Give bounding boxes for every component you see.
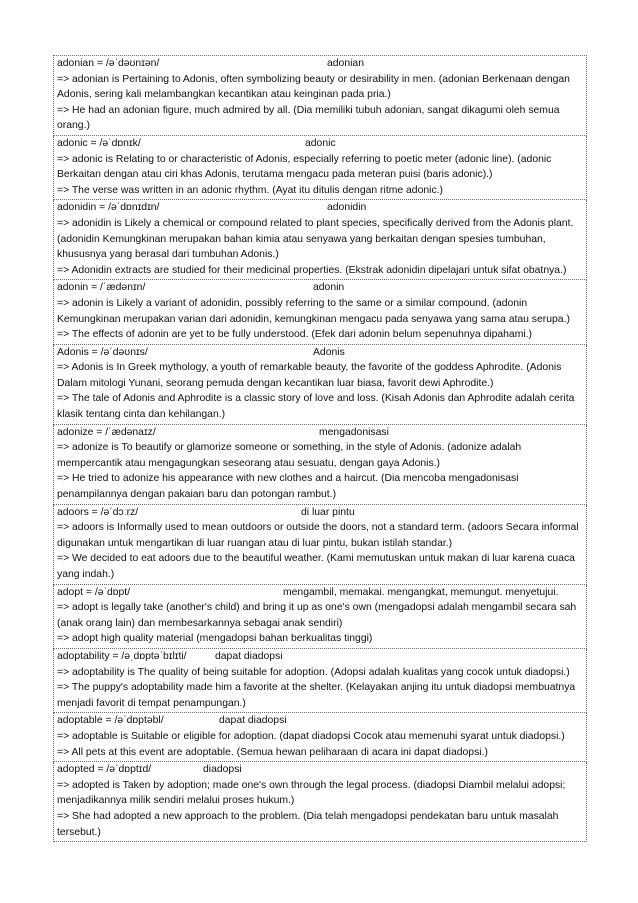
entry-pronunciation: adoptable = /əˈdɒptəbl/ [57,715,164,727]
entry-pronunciation: adonian = /əˈdəʊnɪən/ [57,58,160,69]
entry-definition: => adonic is Relating to or characteristic of Adonis, especially referring to poetic meter (adonic line). (adonic Berkaitan dengan atau ciri khas Adonis, terutama mengacu pada meteran puisi (baris adonic).) [57,153,552,181]
entry-translation: mengambil, memakai. mengangkat, memungut. menyetujui. [283,586,559,598]
entry-pronunciation: adonin = /ˈædənɪn/ [57,282,146,294]
dictionary-entry [53,762,587,842]
entry-pronunciation: Adonis = /əˈdəʊnɪs/ [57,346,148,358]
entry-pronunciation: adonize = /ˈædənaɪz/ [57,426,156,438]
dictionary-entry [53,280,587,344]
dictionary-entry [53,425,587,505]
entry-headline [57,425,584,441]
dictionary-entry [53,55,587,136]
entry-example: => Adonidin extracts are studied for their medicinal properties. (Ekstrak adonidin dipelajari untuk sifat obatnya.) [57,264,567,276]
entry-headline [57,345,584,361]
entry-example: => The tale of Adonis and Aphrodite is a classic story of love and loss. (Kisah Adonis dan Aphrodite adalah cerita klasik tentang cinta dan kehilangan.) [57,393,575,421]
entry-headline [57,585,584,601]
dictionary-entry [53,200,587,280]
entry-example: => The effects of adonin are yet to be fully understood. (Efek dari adonin belum sepenuhnya dipahami.) [57,329,533,341]
entry-definition: => adoptability is The quality of being suitable for adoption. (Adopsi adalah kualitas yang cocok untuk diadopsi.) [57,666,570,678]
entry-definition: => adonize is To beautify or glamorize someone or something, in the style of Adonis. (adonize adalah mempercantik atau mengagungkan seseorang atau sesuatu, dengan gaya Adonis.) [57,442,522,469]
entry-pronunciation: adonic = /əˈdɒnɪk/ [57,137,141,149]
entry-headline [57,56,584,72]
dictionary-entry [53,713,587,762]
entry-headline [57,762,584,778]
dictionary-page [53,55,587,842]
entry-pronunciation: adopted = /əˈdɒptɪd/ [57,764,152,776]
entry-example: => adopt high quality material (mengadopsi bahan berkualitas tinggi) [57,633,373,645]
dictionary-entry [53,649,587,713]
entry-example: => All pets at this event are adoptable. (Semua hewan peliharaan di acara ini dapat diadopsi.) [57,746,488,758]
entry-translation: adonian [327,58,364,69]
entry-translation: adonic [305,137,336,149]
entry-pronunciation: adoors = /əˈdɔːrz/ [57,506,139,518]
entry-headline [57,280,584,296]
entry-headline [57,505,584,521]
entry-example: => She had adopted a new approach to the problem. (Dia telah mengadopsi pendekatan baru untuk masalah tersebut.) [57,810,559,838]
dictionary-entry [53,136,587,200]
dictionary-entry [53,585,587,649]
entry-translation: dapat diadopsi [219,715,287,727]
entry-translation: mengadonisasi [319,426,389,438]
entry-example: => He had an adonian figure, much admired by all. (Dia memiliki tubuh adonian, sangat dikagumi oleh semua orang.) [57,104,560,132]
entry-headline [57,200,584,216]
entry-definition: => adopted is Taken by adoption; made one's own through the legal process. (diadopsi Diambil melalui adopsi; menjadikannya milik sendiri melalui proses hukum.) [57,779,566,807]
entry-definition: => adonidin is Likely a chemical or compound related to plant species, specifically derived from the Adonis plant. (adonidin Kemungkinan merupakan bahan kimia atau senyawa yang berkaitan dengan spesies tumbuhan, khususnya yang berasal dari tumbuhan Adonis.) [57,217,574,261]
entry-definition: => adonin is Likely a variant of adonidin, possibly referring to the same or a similar compound. (adonin Kemungkinan merupakan varian dari adonidin, kemungkinan mengacu pada senyawa yang sama atau serupa.) [57,297,570,325]
entry-example: => The puppy's adoptability made him a favorite at the shelter. (Kelayakan anjing itu untuk diadopsi membuatnya menjadi favorit di tempat penampungan.) [57,682,576,709]
entry-translation: diadopsi [203,764,242,776]
entry-translation: di luar pintu [301,506,355,518]
entry-translation: adonidin [327,202,367,214]
entry-example: => He tried to adonize his appearance with new clothes and a haircut. (Dia mencoba mengadonisasi penampilannya dengan pakaian baru dan potongan rambut.) [57,473,519,501]
entry-definition: => Adonis is In Greek mythology, a youth of remarkable beauty, the favorite of the goddess Aphrodite. (Adonis Dalam mitologi Yunani, seorang pemuda dengan kecantikan luar biasa, favorit dewi Aphrodite.) [57,362,562,389]
entry-pronunciation: adonidin = /əˈdɒnɪdɪn/ [57,202,160,214]
entry-headline [57,649,584,665]
entry-definition: => adonian is Pertaining to Adonis, often symbolizing beauty or desirability in men. (adonian Berkenaan dengan Adonis, sering kali melambangkan kecantikan atau keinginan pada pria.) [57,73,570,101]
entry-headline [57,713,584,729]
entry-headline [57,136,584,152]
entry-definition: => adoptable is Suitable or eligible for adoption. (dapat diadopsi Cocok atau memenuhi syarat untuk diadopsi.) [57,730,565,742]
entry-pronunciation: adoptability = /əˌdɒptəˈbɪlɪti/ [57,650,187,662]
entry-translation: Adonis [313,346,345,358]
entry-pronunciation: adopt = /əˈdɒpt/ [57,586,131,598]
entry-definition: => adoors is Informally used to mean outdoors or outside the doors, not a standard term. (adoors Secara informal digunakan untuk mengartikan di luar ruangan atau di luar pintu, bukan istilah standar.) [57,522,579,549]
entry-translation: adonin [313,282,345,294]
entry-example: => The verse was written in an adonic rhythm. (Ayat itu ditulis dengan ritme adonic.) [57,184,443,196]
entry-definition: => adopt is legally take (another's child) and bring it up as one's own (mengadopsi adalah mengambil secara sah (anak orang lain) dan membesarkannya sebagai anak sendiri) [57,602,577,629]
entry-example: => We decided to eat adoors due to the beautiful weather. (Kami memutuskan untuk makan di luar karena cuaca yang indah.) [57,553,575,580]
entry-translation: dapat diadopsi [215,650,283,662]
dictionary-entry [53,505,587,585]
dictionary-entry [53,345,587,425]
